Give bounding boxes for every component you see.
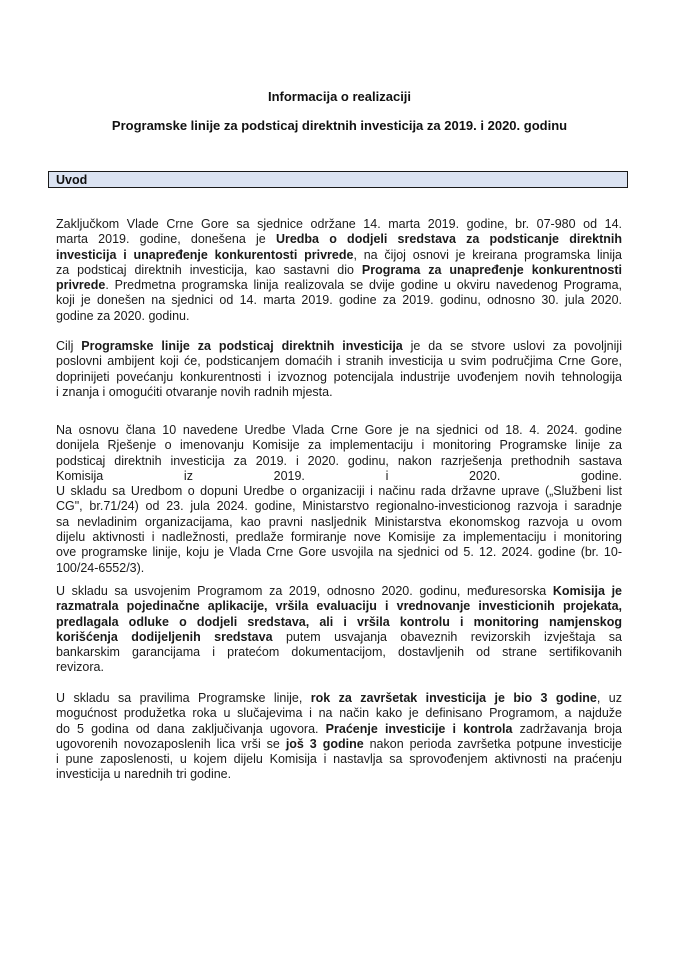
text-line: [56, 615, 622, 630]
text-line: [56, 309, 622, 324]
section-heading: Uvod: [56, 173, 88, 187]
text: Zaključkom Vlade Crne Gore sa sjednice održane 14. marta 2019. godine, br. 07-980 od 14.: [56, 217, 622, 231]
text-line: [56, 232, 622, 247]
text: poslovni ambijent koji će, podsticanjem domaćih i stranih investicija u svim područjima Crne Gore,: [56, 354, 622, 369]
text: i znanja i omogućiti otvaranje novih radnih mjesta.: [56, 384, 333, 399]
document-title: Informacija o realizaciji: [267, 89, 412, 104]
text-line: [56, 630, 622, 645]
text: doprinijeti povećanju konkurentnosti i izvoznog potencijala industrije uvođenjem novih tehnologija: [56, 369, 622, 384]
bold-text: Praćenje investicije i kontrola: [325, 721, 513, 736]
bold-text: privrede: [56, 278, 106, 293]
text: nakon perioda završetka potpune investicije: [363, 736, 622, 751]
bold-text: Uredba o dodjeli sredstava za podsticanje direktnih: [275, 232, 622, 247]
text: koji je donešen na sjednici od 14. marta 2019. godine za 2019. godinu, odnosno 30. jula 2020.: [56, 293, 622, 308]
text-line: [56, 561, 622, 576]
text: podsticaj direktnih investicija za 2019. i 2020. godinu, nakon razrješenja prethodnih sastava: [56, 453, 622, 468]
bold-text: Programske linije za podsticaj direktnih investicija: [81, 339, 403, 353]
text-line: [56, 499, 622, 514]
text: je da se stvore uslovi za povoljniji: [402, 339, 622, 353]
bold-text: korišćenja dodijeljenih sredstava: [56, 629, 273, 644]
text: do 5 godina od dana zaključivanja ugovora.: [56, 721, 326, 736]
text-line: [56, 454, 622, 469]
text: investicija u narednih tri godine.: [56, 767, 232, 782]
bold-text: još 3 godine: [285, 736, 364, 751]
text-line: [56, 737, 622, 752]
text-line: [56, 263, 622, 278]
text-line: [56, 354, 622, 369]
text-line: [56, 515, 622, 530]
text-line: [56, 217, 622, 232]
text: revizora.: [56, 660, 104, 675]
text: zadržavanja broja: [512, 721, 622, 736]
paragraph: [56, 339, 622, 400]
text-line: [56, 293, 622, 308]
text: Na osnovu člana 10 navedene Uredbe Vlada Crne Gore je na sjednici od 18. 4. 2024. godine: [56, 423, 622, 437]
text: , na čijoj osnovi je kreirana programska linija: [353, 247, 622, 262]
text: Komisija iz 2019. i 2020. godine.: [56, 468, 622, 483]
text-line: [56, 248, 622, 263]
paragraph: [56, 691, 622, 783]
paragraph: [56, 423, 622, 576]
text-line: [56, 752, 622, 767]
text: dijelu aktivnosti i nadležnosti, predlaže formiranje nove Komisije za implementaciju i monitoring: [56, 530, 622, 545]
document-subtitle: Programske linije za podsticaj direktnih investicija za 2019. i 2020. godinu: [111, 118, 568, 133]
bold-text: investicija i unapređenje konkurentosti privrede: [56, 247, 354, 262]
text-line: [56, 530, 622, 545]
text: . Predmetna programska linija realizovala se dvije godine u okviru navedenog Programa,: [105, 278, 622, 293]
text: marta 2019. godine, donešena je: [56, 232, 276, 247]
text-line: [56, 484, 622, 499]
text: ove programske linije, koju je Vlada Crne Gore usvojila na sjednici od 5. 12. 2024. godine (br. 10-: [56, 545, 622, 560]
text: godine za 2020. godinu.: [56, 308, 190, 323]
text: 100/24-6552/3).: [56, 560, 145, 575]
text-line: [56, 722, 622, 737]
paragraph: [56, 217, 622, 324]
text: ugovorenih novozaposlenih lica vrši se: [56, 736, 286, 751]
section-heading-box: [48, 171, 628, 188]
text-line: [56, 599, 622, 614]
bold-text: rok za završetak investicija je bio 3 godine: [310, 691, 597, 705]
text-line: [56, 691, 622, 706]
text: , uz: [596, 691, 622, 705]
text: i pune zaposlenosti, u kojem dijelu Komisija i nastavlja sa sprovođenjem aktivnosti na praćenju: [56, 752, 622, 767]
text: U skladu sa Uredbom o dopuni Uredbe o organizaciji i načinu rada državne uprave („Službeni list: [56, 484, 622, 499]
text: U skladu sa usvojenim Programom za 2019, odnosno 2020. godinu, međuresorska: [56, 584, 553, 598]
paragraph: [56, 584, 622, 676]
text: mogućnost produžetka roka u slučajevima i na način kako je definisano Programom, a najduže: [56, 706, 622, 721]
bold-text: predlagala odluke o dodjeli sredstava, ali i vršila kontrolu i monitoring namjenskog: [56, 614, 622, 629]
text-line: [56, 278, 622, 293]
text-line: [56, 385, 622, 400]
text-line: [56, 645, 622, 660]
bold-text: razmatrala pojedinačne aplikacije, vršila evaluaciju i vrednovanje investicionih projekata,: [56, 599, 622, 614]
bold-text: Komisija je: [552, 584, 623, 598]
text-line: [56, 339, 622, 354]
text-line: [56, 438, 622, 453]
bold-text: Programa za unapređenje konkurentnosti: [361, 262, 622, 277]
text: donijela Rješenje o imenovanju Komisije za implementaciju i monitoring Programske linije za: [56, 438, 622, 453]
text-line: [56, 767, 622, 782]
text-line: [56, 584, 622, 599]
text: CG", br.71/24) od 23. jula 2024. godine, Ministarstvo regionalno-investicionog razvoja i saradnje: [56, 499, 622, 514]
text-line: [56, 545, 622, 560]
text: sa nevladinim organizacijama, kao pravni nasljednik Ministarstva ekonomskog razvoja u ovom: [56, 514, 622, 529]
text-line: [56, 660, 622, 675]
text-line: [56, 423, 622, 438]
text-line: [56, 706, 622, 721]
text-line: [56, 469, 622, 484]
text: bankarskim garancijama i pratećom dokumentacijom, dostavljenih od strane sertifikovanih: [56, 645, 622, 660]
text: Cilj: [56, 339, 82, 353]
text: U skladu sa pravilima Programske linije,: [56, 691, 311, 705]
text: za podsticaj direktnih investicija, kao sastavni dio: [56, 262, 362, 277]
text: putem usvajanja obaveznih revizorskih izvještaja sa: [272, 629, 623, 644]
text-line: [56, 370, 622, 385]
